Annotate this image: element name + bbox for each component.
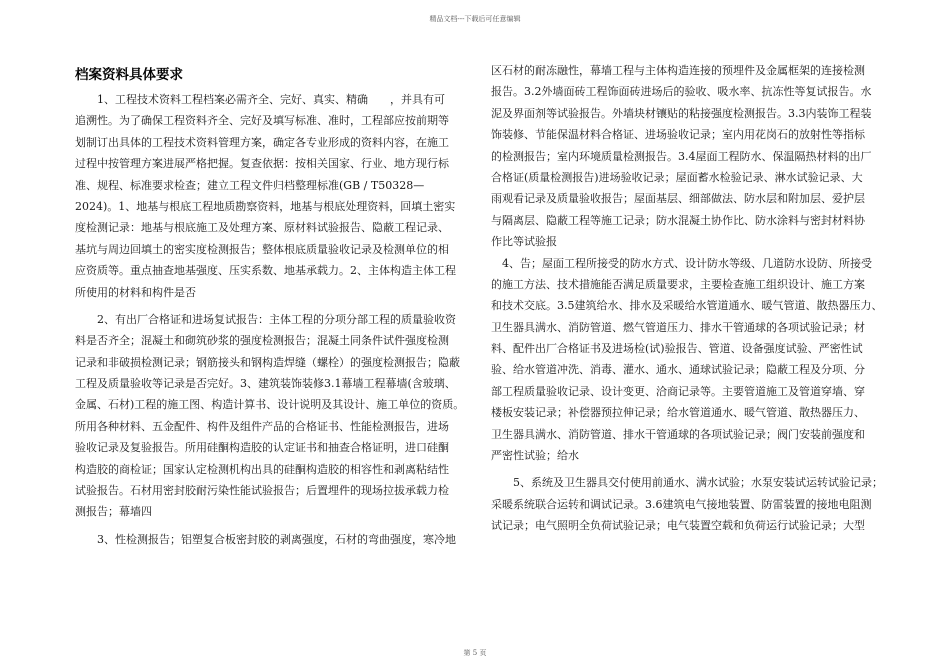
text-line: 5、系统及卫生器具交付使用前通水、满水试验；水泵安装试运转试验记录； [491, 476, 883, 490]
text-line: 构造胶的商检证；国家认定检测机构出具的硅酮构造胶的相容性和剥离粘结性 [75, 462, 449, 476]
text-line: 验、给水管道冲洗、消毒、灌水、通水、通球试验记录；隐蔽工程及分项、分 [491, 363, 865, 377]
right-body [491, 60, 883, 537]
text-line: 饰装修、节能保温材料合格证、进场验收记录；室内用花岗石的放射性等指标 [491, 128, 865, 142]
text-line: 3、性检测报告；铝塑复合板密封胶的剥离强度，石材的弯曲强度，寒冷地 [75, 532, 456, 546]
text-line: 过程中按管理方案进展严格把握。复查依据：按相关国家、行业、地方现行标 [75, 157, 449, 171]
right-column [491, 60, 883, 537]
text-line: 测报告；幕墙四 [75, 505, 152, 519]
text-line: 严密性试验；给水 [491, 449, 579, 463]
text-line: 雨观看记录及质量验收报告；屋面基层、细部做法、防水层和附加层、爱护层 [491, 192, 865, 206]
text-line: 工程及质量验收等记录是否完好。3、建筑装饰装修3.1幕墙工程幕墙(含玻璃、 [75, 377, 456, 391]
text-line: 应资质等。重点抽查地基强度、压实系数、地基承载力。2、主体构造主体工程 [75, 264, 456, 278]
text-line: 报告。3.2外墙面砖工程饰面砖进场后的验收、吸水率、抗冻性等复试报告。水 [491, 85, 872, 99]
left-body [75, 89, 465, 550]
text-line: 楼板安装记录；补偿器预拉伸记录；给水管道通水、暖气管道、散热器压力、 [491, 406, 865, 420]
text-line: 采暖系统联合运转和调试记录。3.6建筑电气接地装置、防雷装置的接地电阻测 [491, 497, 872, 511]
text-line: 和技术交底。3.5建筑给水、排水及采暖给水管道通水、暖气管道、散热器压力、 [491, 299, 883, 313]
text-line: 卫生器具满水、消防管道、燃气管道压力、排水干管通球的各项试验记录；材 [491, 320, 865, 334]
text-line: 2、有出厂合格证和进场复试报告：主体工程的分项分部工程的质量验收资 [75, 312, 456, 326]
text-line: 试记录；电气照明全负荷试验记录；电气装置空载和负荷运行试验记录；大型 [491, 519, 865, 533]
text-line: 区石材的耐冻融性，幕墙工程与主体构造连接的预埋件及金属框架的连接检测 [491, 64, 865, 77]
text-line: 作比等试验报 [491, 235, 557, 249]
text-line: 试验报告。石材用密封胶耐污染性能试验报告；后置埋件的现场拉拔承载力检 [75, 484, 449, 498]
text-line: 金属、石材)工程的施工图、构造计算书、设计说明及其设计、施工单位的资质。 [75, 398, 465, 412]
left-column [75, 66, 465, 550]
text-line: 4、告；屋面工程所接受的防水方式、设计防水等级、几道防水设防、所接受 [491, 256, 872, 270]
text-line: 与隔离层、隐蔽工程等施工记录；防水混凝土协作比、防水涂料与密封材料协 [491, 213, 865, 227]
text-line: 追溯性。为了确保工程资料齐全、完好及填写标准、准时，工程部应按前期等 [75, 114, 449, 128]
page-header: 精品文档---下载后可任意编辑 [429, 15, 521, 23]
text-line: 卫生器具满水、消防管道、排水干管通球的各项试验记录；阀门安装前强度和 [491, 427, 865, 441]
text-line: 验收记录及复验报告。所用硅酮构造胶的认定证书和抽查合格证明，进口硅酮 [75, 441, 449, 455]
text-line: 料是否齐全；混凝土和砌筑砂浆的强度检测报告；混凝土同条件试件强度检测 [75, 334, 449, 348]
text-line: 合格证(质量检测报告)进场验收记录；屋面蓄水检验记录、淋水试验记录、大 [491, 170, 863, 184]
text-line: 部工程质量验收记录、设计变更、洽商记录等。主要管道施工及管道穿墙、穿 [491, 384, 865, 398]
text-line: 料、配件出厂合格证书及进场检(试)验报告、管道、设备强度试验、严密性试 [491, 342, 863, 356]
text-line: 记录和非破损检测记录；钢筋接头和钢构造焊缝（螺栓）的强度检测报告；隐蔽 [75, 355, 460, 369]
text-line: 所用各种材料、五金配件、构件及组件产品的合格证书、性能检测报告，进场 [75, 419, 449, 433]
page-footer: 第 5 页 [463, 649, 487, 657]
text-line: 的检测报告；室内环境质量检测报告。3.4屋面工程防水、保温隔热材料的出厂 [491, 149, 872, 163]
text-line: 2024)。1、地基与根底工程地质勘察资料，地基与根底处理资料，回填土密实 [75, 199, 456, 213]
text-line: 划制订出具体的工程技术资料管理方案，确定各专业形成的资料内容，在施工 [75, 135, 449, 149]
text-line: 1、工程技术资料工程档案必需齐全、完好、真实、精确 ，并具有可 [75, 93, 445, 106]
text-line: 度检测记录：地基与根底施工及处理方案、原材料试验报告、隐蔽工程记录、 [75, 221, 449, 235]
text-line: 的施工方法、技术措施能否满足质量要求，主要检查施工组织设计、施工方案 [491, 277, 865, 291]
text-line: 所使用的材料和构件是否 [75, 285, 196, 299]
document-title: 档案资料具体要求 [75, 67, 183, 83]
text-line: 泥及界面剂等试验报告。外墙块材镶贴的粘接强度检测报告。3.3内装饰工程装 [491, 106, 872, 120]
text-line: 准、规程、标准要求检查；建立工程文件归档整理标准(GB / T50328— [75, 178, 425, 192]
text-line: 基坑与周边回填土的密实度检测报告；整体根底质量验收记录及检测单位的相 [75, 242, 449, 256]
